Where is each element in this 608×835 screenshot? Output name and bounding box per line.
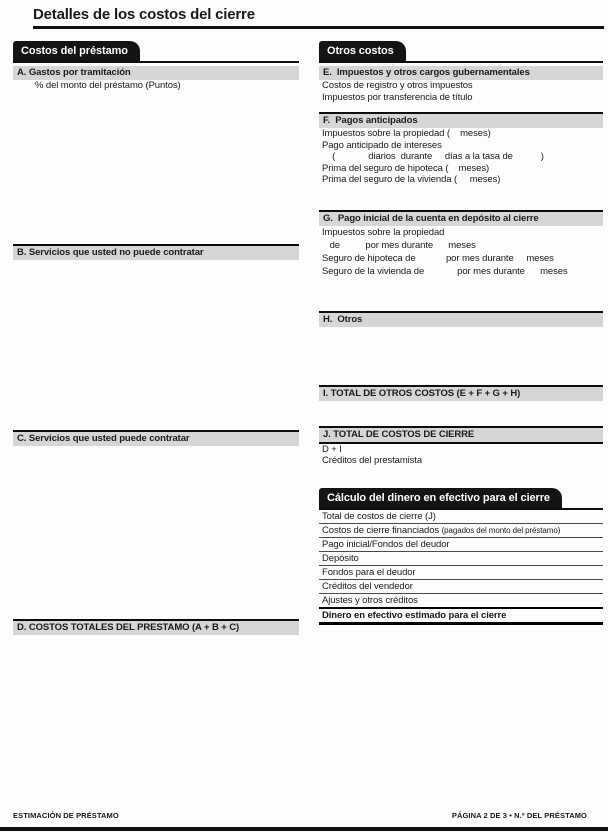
cash-row-funds-for-borrower: Fondos para el deudor (319, 566, 603, 580)
row-recording-taxes: Costos de registro y otros impuestos (322, 80, 473, 91)
tab-loan-costs: Costos del préstamo (13, 41, 140, 61)
cash-row-adjustments-other-credits: Ajustes y otros créditos (319, 594, 603, 609)
row-escrow-property-taxes: Impuestos sobre la propiedad (322, 226, 445, 238)
row-lender-credits: Créditos del prestamista (322, 455, 423, 466)
section-h-header: H. Otros (319, 311, 603, 327)
cash-row-estimated-cash-to-close: Dinero en efectivo estimado para el cierre (319, 609, 603, 625)
row-escrow-mortgage-insurance: Seguro de hipoteca de por mes durante meses (322, 252, 554, 264)
row-transfer-taxes: Impuestos por transferencia de título (322, 91, 473, 103)
cash-row-closing-costs-financed (319, 524, 603, 538)
row-escrow-property-taxes-detail: de por mes durante meses (322, 239, 476, 251)
other-costs-column (319, 41, 603, 625)
cash-row-note: (pagados del monto del préstamo) (441, 525, 561, 535)
bottom-rule (0, 827, 608, 831)
footer-document-name: ESTIMACIÓN DE PRÉSTAMO (13, 811, 119, 820)
row-mortgage-insurance-premium: Prima del seguro de hipoteca ( meses) (322, 162, 490, 174)
cash-row-seller-credits: Créditos del vendedor (319, 580, 603, 594)
title-rule (33, 26, 604, 29)
cash-row-down-payment: Pago inicial/Fondos del deudor (319, 538, 603, 552)
row-prepaid-interest: Pago anticipado de intereses (322, 139, 442, 151)
section-d-header: D. COSTOS TOTALES DEL PRESTAMO (A + B + C) (13, 619, 299, 635)
row-escrow-homeowners-insurance: Seguro de la vivienda de por mes durante meses (322, 265, 568, 277)
tab-cash-to-close: Cálculo del dinero en efectivo para el cierre (319, 488, 562, 508)
other-costs-tab-row (319, 41, 603, 63)
loan-costs-tab-row (13, 41, 299, 63)
row-homeowners-insurance-premium: Prima del seguro de la vivienda ( meses) (322, 174, 501, 185)
row-d-plus-i: D + I (322, 443, 342, 455)
cash-row-total-closing-costs: Total de costos de cierre (J) (319, 510, 603, 524)
page-title: Detalles de los costos del cierre (33, 6, 255, 23)
loan-costs-column (13, 41, 299, 635)
footer-page-number: PÁGINA 2 DE 3 • N.º DEL PRÉSTAMO (451, 811, 587, 820)
cash-row-deposit: Depósito (319, 552, 603, 566)
section-a-header: A. Gastos por tramitación (13, 66, 299, 80)
row-property-taxes-months: Impuestos sobre la propiedad ( meses) (322, 128, 491, 139)
section-b-header: B. Servicios que usted no puede contratar (13, 244, 299, 260)
section-f-header: F. Pagos anticipados (319, 112, 603, 128)
section-i-header: I. TOTAL DE OTROS COSTOS (E + F + G + H) (319, 385, 603, 401)
section-c-header: C. Servicios que usted puede contratar (13, 430, 299, 446)
cash-to-close-tab-row (319, 488, 603, 510)
row-points-percent: % del monto del préstamo (Puntos) (35, 80, 181, 91)
cash-row-label: Costos de cierre financiados (322, 524, 442, 536)
tab-other-costs: Otros costos (319, 41, 406, 61)
section-j-header: J. TOTAL DE COSTOS DE CIERRE (319, 426, 603, 444)
section-e-header: E. Impuestos y otros cargos gubernamentales (319, 66, 603, 80)
section-g-header: G. Pago inicial de la cuenta en depósito al cierre (319, 210, 603, 226)
row-prepaid-interest-detail: ( diarios durante días a la tasa de ) (322, 151, 544, 162)
